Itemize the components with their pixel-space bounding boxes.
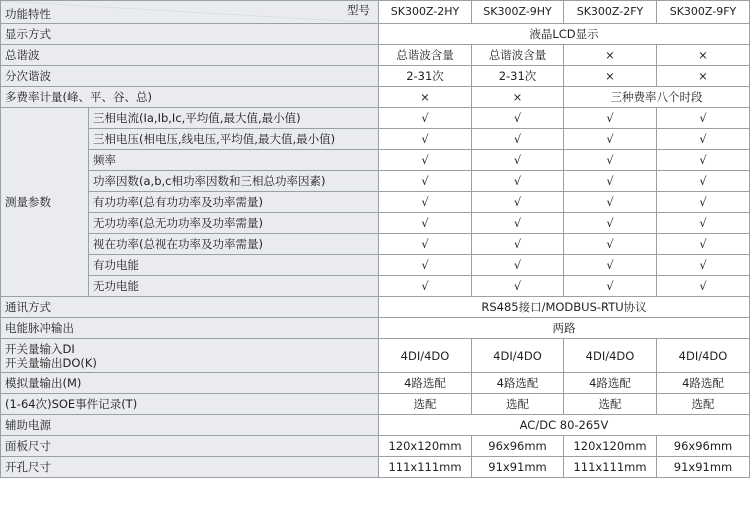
row-label: 面板尺寸 [1,436,379,457]
check-cell: √ [379,192,472,213]
row-label: 模拟量输出(M) [1,373,379,394]
row-label: (1-64次)SOE事件记录(T) [1,394,379,415]
cell-value: 4DI/4DO [472,339,564,373]
cell-value: 选配 [472,394,564,415]
row-sub-harmonic [1,66,750,87]
check-cell: √ [657,150,750,171]
cell-value: 96x96mm [657,436,750,457]
check-cell: √ [657,171,750,192]
check-cell: √ [657,192,750,213]
row-value: 两路 [379,318,750,339]
row-label [1,339,379,373]
check-cell: √ [472,255,564,276]
row-panel-size [1,436,750,457]
model-header: SK300Z-2FY [564,1,657,24]
cell-value: 91x91mm [472,457,564,478]
check-cell: √ [657,213,750,234]
check-cell: √ [657,108,750,129]
row-analog-out [1,373,750,394]
feature-label: 功能特性 [5,7,51,21]
cell-value: 91x91mm [657,457,750,478]
cell-value: 选配 [564,394,657,415]
cell-value: 120x120mm [379,436,472,457]
row-label: 频率 [89,150,379,171]
cell-value: × [472,87,564,108]
row-label: 电能脉冲输出 [1,318,379,339]
cell-value: 111x111mm [564,457,657,478]
check-cell: √ [472,150,564,171]
check-cell: √ [657,276,750,297]
cell-value: 4DI/4DO [657,339,750,373]
row-display [1,24,750,45]
check-cell: √ [564,234,657,255]
row-label: 总谐波 [1,45,379,66]
header-corner [1,1,379,24]
check-cell: √ [564,171,657,192]
cell-value: 4路选配 [657,373,750,394]
model-header: SK300Z-9HY [472,1,564,24]
row-label: 多费率计量(峰、平、谷、总) [1,87,379,108]
check-cell: √ [472,276,564,297]
row-digital-io [1,339,750,373]
check-cell: √ [379,150,472,171]
cell-value: 4路选配 [379,373,472,394]
cell-value: 选配 [379,394,472,415]
row-measure-active-power [1,192,750,213]
row-label: 开孔尺寸 [1,457,379,478]
cell-value: 111x111mm [379,457,472,478]
row-soe [1,394,750,415]
row-measure-reactive-energy [1,276,750,297]
cell-value: 4路选配 [472,373,564,394]
check-cell: √ [379,108,472,129]
row-aux-power [1,415,750,436]
diagonal-divider [1,1,378,23]
header-row [1,1,750,24]
cell-value: 总谐波含量 [379,45,472,66]
check-cell: √ [657,234,750,255]
check-cell: √ [379,213,472,234]
check-cell: √ [472,108,564,129]
check-cell: √ [564,108,657,129]
row-measure-reactive-power [1,213,750,234]
check-cell: √ [564,213,657,234]
cell-value: × [657,66,750,87]
row-total-harmonic [1,45,750,66]
cell-value: 4路选配 [564,373,657,394]
cell-value: 96x96mm [472,436,564,457]
row-value: RS485接口/MODBUS-RTU协议 [379,297,750,318]
row-comm [1,297,750,318]
check-cell: √ [472,234,564,255]
row-measure-active-energy [1,255,750,276]
row-label: 三相电压(相电压,线电压,平均值,最大值,最小值) [89,129,379,150]
check-cell: √ [564,129,657,150]
row-measure-power-factor [1,171,750,192]
check-cell: √ [379,276,472,297]
row-cutout-size [1,457,750,478]
cell-value: 三种费率八个时段 [564,87,750,108]
cell-value: × [657,45,750,66]
row-label: 三相电流(Ia,Ib,Ic,平均值,最大值,最小值) [89,108,379,129]
row-measure-voltage [1,129,750,150]
cell-value: 总谐波含量 [472,45,564,66]
row-label: 有功功率(总有功功率及功率需量) [89,192,379,213]
check-cell: √ [472,129,564,150]
check-cell: √ [379,255,472,276]
cell-value: 选配 [657,394,750,415]
cell-value: × [564,66,657,87]
cell-value: × [379,87,472,108]
row-pulse [1,318,750,339]
row-label: 分次谐波 [1,66,379,87]
cell-value: × [564,45,657,66]
row-label: 辅助电源 [1,415,379,436]
check-cell: √ [472,192,564,213]
row-measure-frequency [1,150,750,171]
cell-value: 4DI/4DO [379,339,472,373]
model-header: SK300Z-9FY [657,1,750,24]
check-cell: √ [472,213,564,234]
row-label: 视在功率(总视在功率及功率需量) [89,234,379,255]
check-cell: √ [564,192,657,213]
row-label: 功率因数(a,b,c相功率因数和三相总功率因素) [89,171,379,192]
cell-value: 120x120mm [564,436,657,457]
row-value: AC/DC 80-265V [379,415,750,436]
check-cell: √ [657,255,750,276]
row-label: 无功电能 [89,276,379,297]
row-label: 通讯方式 [1,297,379,318]
check-cell: √ [379,234,472,255]
row-label: 无功功率(总无功功率及功率需量) [89,213,379,234]
cell-value: 2-31次 [379,66,472,87]
check-cell: √ [379,129,472,150]
row-label-line: 开关量输出DO(K) [5,355,97,370]
row-label: 有功电能 [89,255,379,276]
row-value: 液晶LCD显示 [379,24,750,45]
check-cell: √ [472,171,564,192]
cell-value: 2-31次 [472,66,564,87]
check-cell: √ [564,276,657,297]
row-label-line: 开关量输入DI [5,341,75,356]
check-cell: √ [564,255,657,276]
check-cell: √ [657,129,750,150]
check-cell: √ [564,150,657,171]
row-multi-rate [1,87,750,108]
model-header: SK300Z-2HY [379,1,472,24]
row-measure-current [1,108,750,129]
row-label: 显示方式 [1,24,379,45]
measurement-group-label: 测量参数 [1,108,89,297]
row-measure-apparent-power [1,234,750,255]
check-cell: √ [379,171,472,192]
cell-value: 4DI/4DO [564,339,657,373]
model-label: 型号 [347,3,370,17]
